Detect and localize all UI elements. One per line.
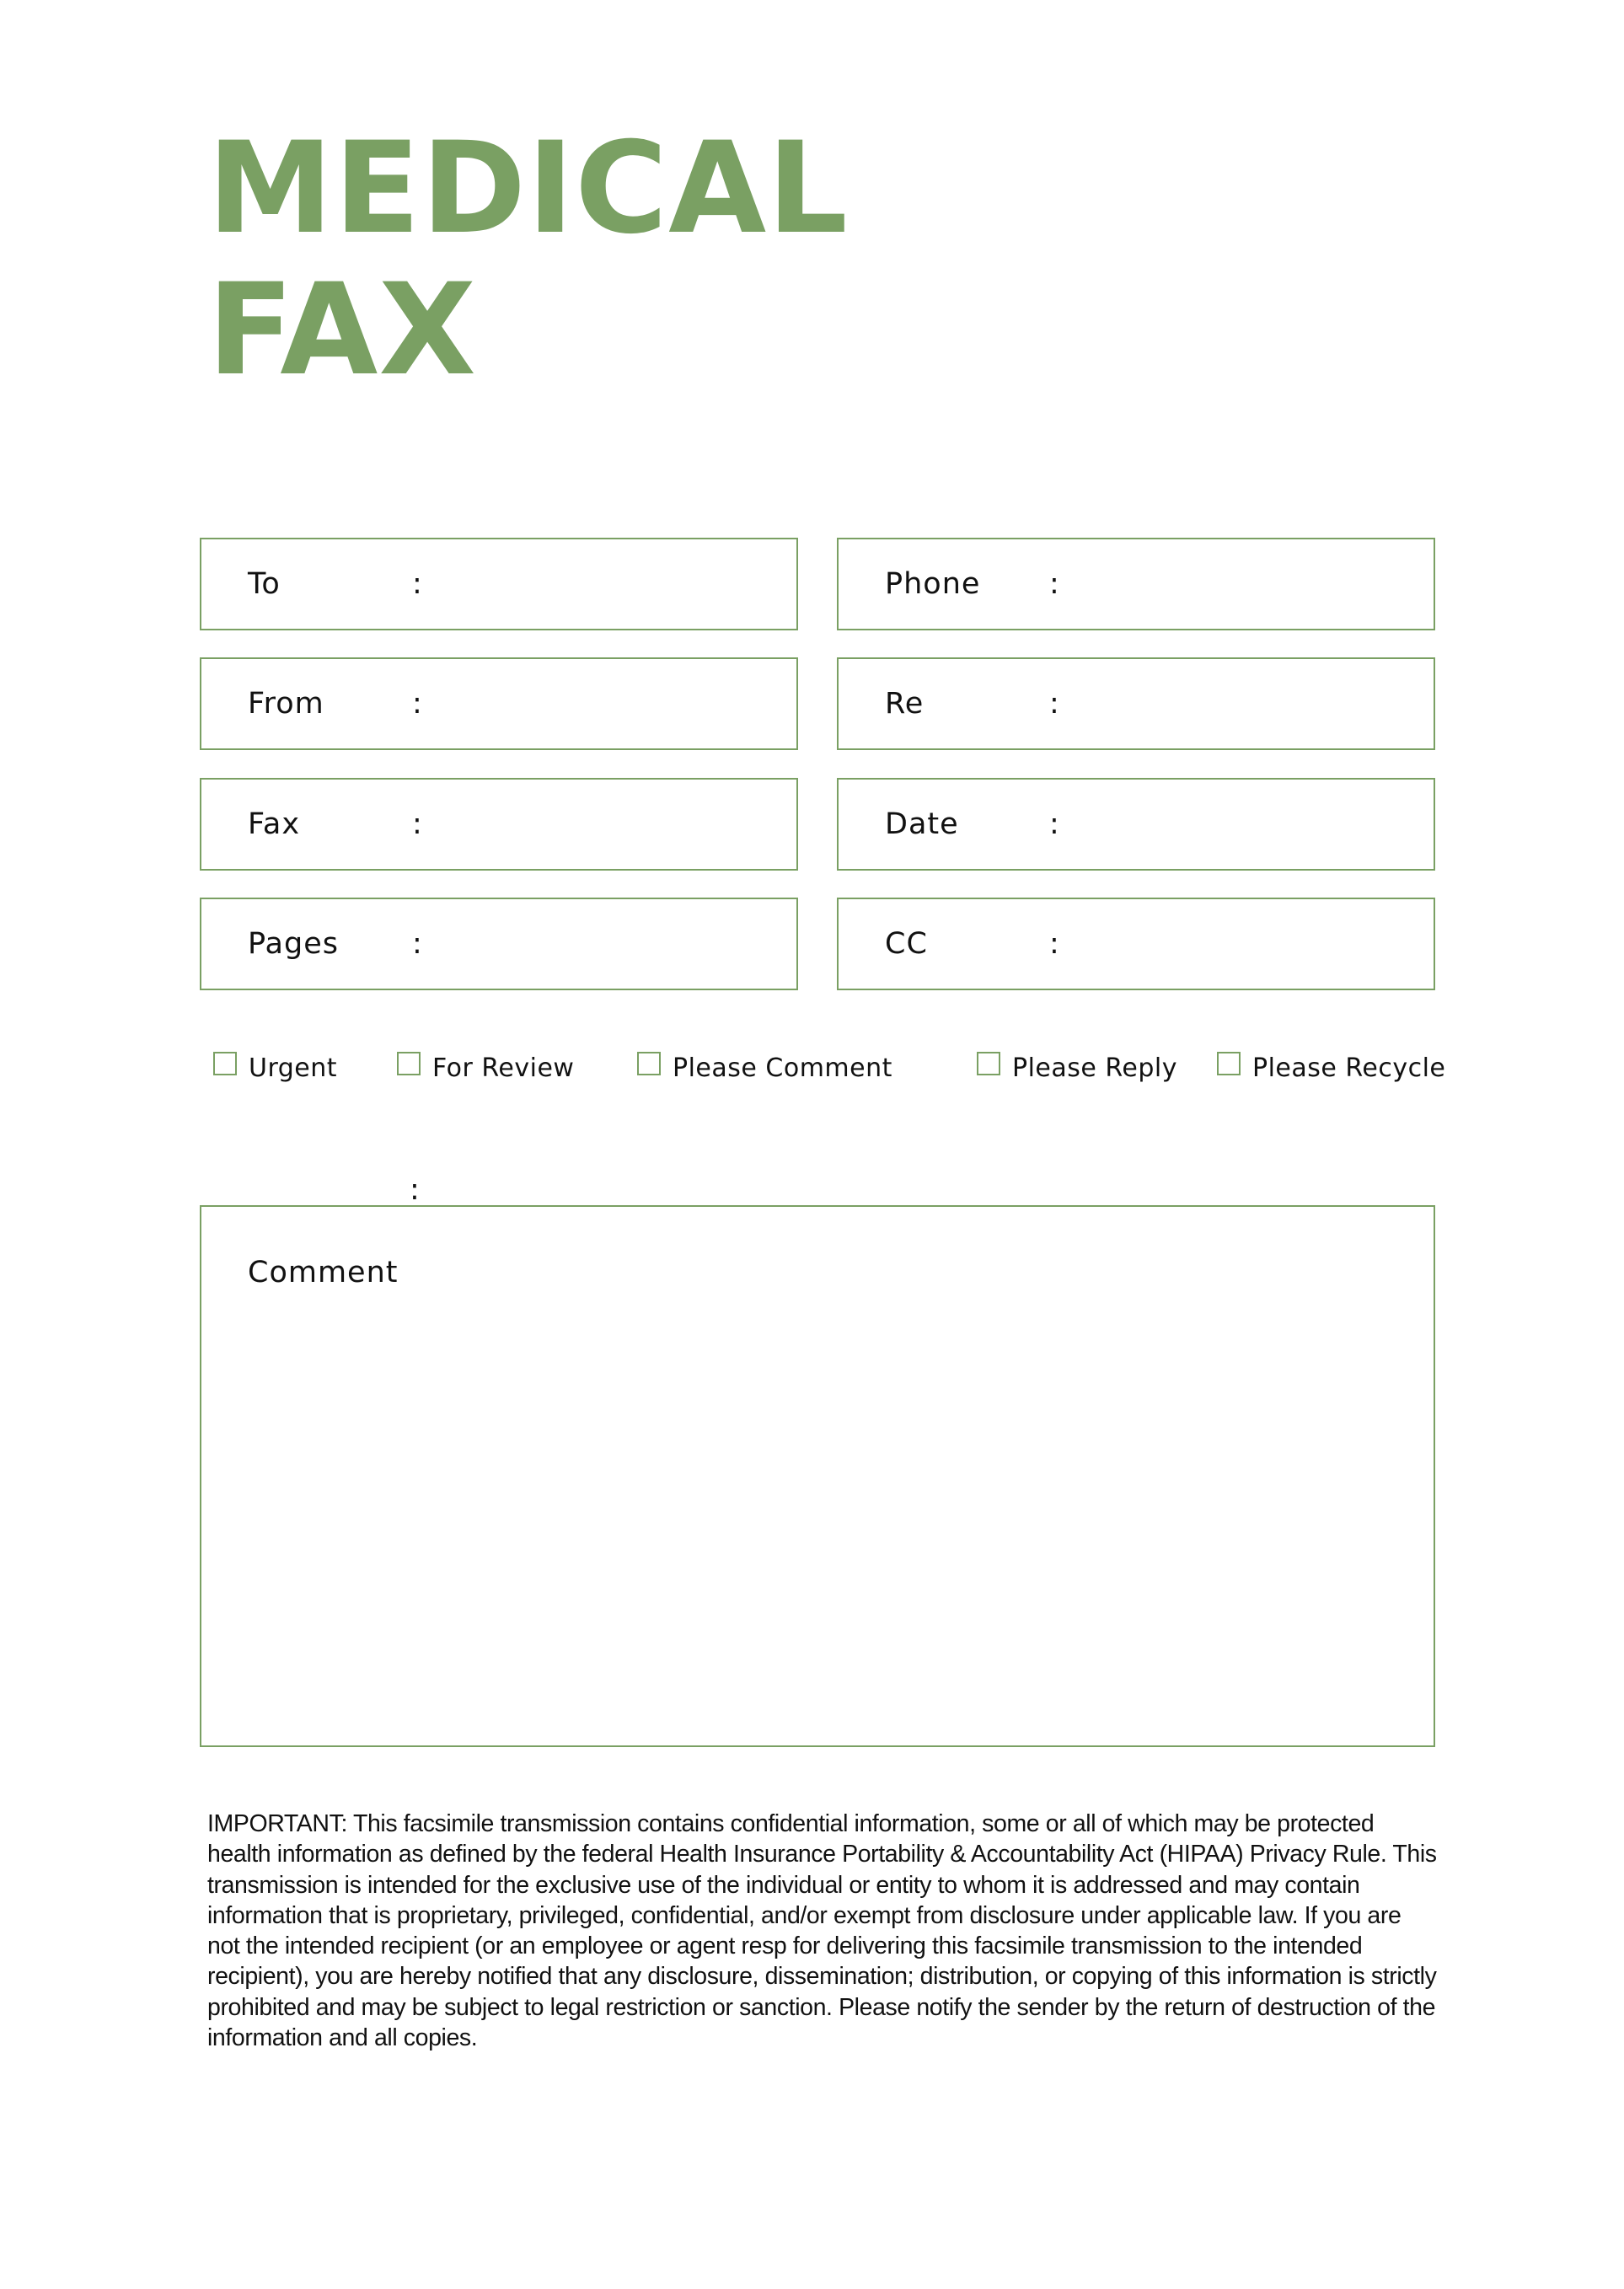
checkbox-please-comment[interactable] [637,1053,892,1083]
field-colon: : [1049,927,1059,961]
field-label-re: Re [885,687,925,721]
field-label-cc: CC [885,927,928,961]
field-colon: : [412,687,422,721]
to-field[interactable] [200,538,798,630]
field-colon: : [412,807,422,841]
field-label-to: To [248,567,281,601]
field-label-from: From [248,687,324,721]
hipaa-disclaimer: IMPORTANT: This facsimile transmission contains confidential information, some or all of which may be protected health information as defined by the federal Health Insurance Portability & Accountability Act (HIPAA) Privacy Rule. This transmission is intended for the exclusive use of the individual or entity to whom it is addressed and may contain information that is proprietary, privileged, confidential, and/or exempt from disclosure under applicable law. If you are not the intended recipient (or an employee or agent resp for delivering this facsimile transmission to the intended recipient), you are hereby notified that any disclosure, dissemination; distribution, or copying of this information is strictly prohibited and may be subject to legal restriction or sanction. Please notify the sender by the return of destruction of the information and all copies. [207,1810,1437,2052]
field-colon: : [412,567,422,601]
checkbox-label: For Review [432,1053,575,1083]
field-colon: : [1049,807,1059,841]
fax-field[interactable] [200,778,798,871]
re-field[interactable] [837,657,1435,750]
field-label-date: Date [885,807,959,841]
field-label-phone: Phone [885,567,981,601]
checkbox-please-reply[interactable] [977,1053,1177,1083]
checkbox-square-icon[interactable] [977,1052,1000,1075]
checkbox-square-icon[interactable] [397,1052,421,1075]
checkbox-please-recycle[interactable] [1217,1053,1445,1083]
field-colon: : [1049,567,1059,601]
title-line-medical: MEDICAL [207,115,849,262]
page-title [207,115,849,404]
checkbox-urgent[interactable] [213,1053,337,1083]
title-line-fax: FAX [207,257,477,404]
cc-field[interactable] [837,898,1435,990]
checkbox-label: Please Comment [673,1053,892,1083]
checkbox-square-icon[interactable] [1217,1052,1241,1075]
field-label-fax: Fax [248,807,301,841]
checkbox-for-review[interactable] [397,1053,574,1083]
checkbox-label: Please Recycle [1252,1053,1446,1083]
checkbox-label: Please Reply [1012,1053,1177,1083]
checkbox-square-icon[interactable] [213,1052,237,1075]
stray-colon: : [410,1173,420,1207]
comment-area[interactable] [200,1205,1435,1747]
from-field[interactable] [200,657,798,750]
pages-field[interactable] [200,898,798,990]
comment-label: Comment [248,1256,399,1289]
field-colon: : [412,927,422,961]
checkbox-label: Urgent [249,1053,338,1083]
field-label-pages: Pages [248,927,339,961]
phone-field[interactable] [837,538,1435,630]
date-field[interactable] [837,778,1435,871]
checkbox-square-icon[interactable] [637,1052,661,1075]
field-colon: : [1049,687,1059,721]
